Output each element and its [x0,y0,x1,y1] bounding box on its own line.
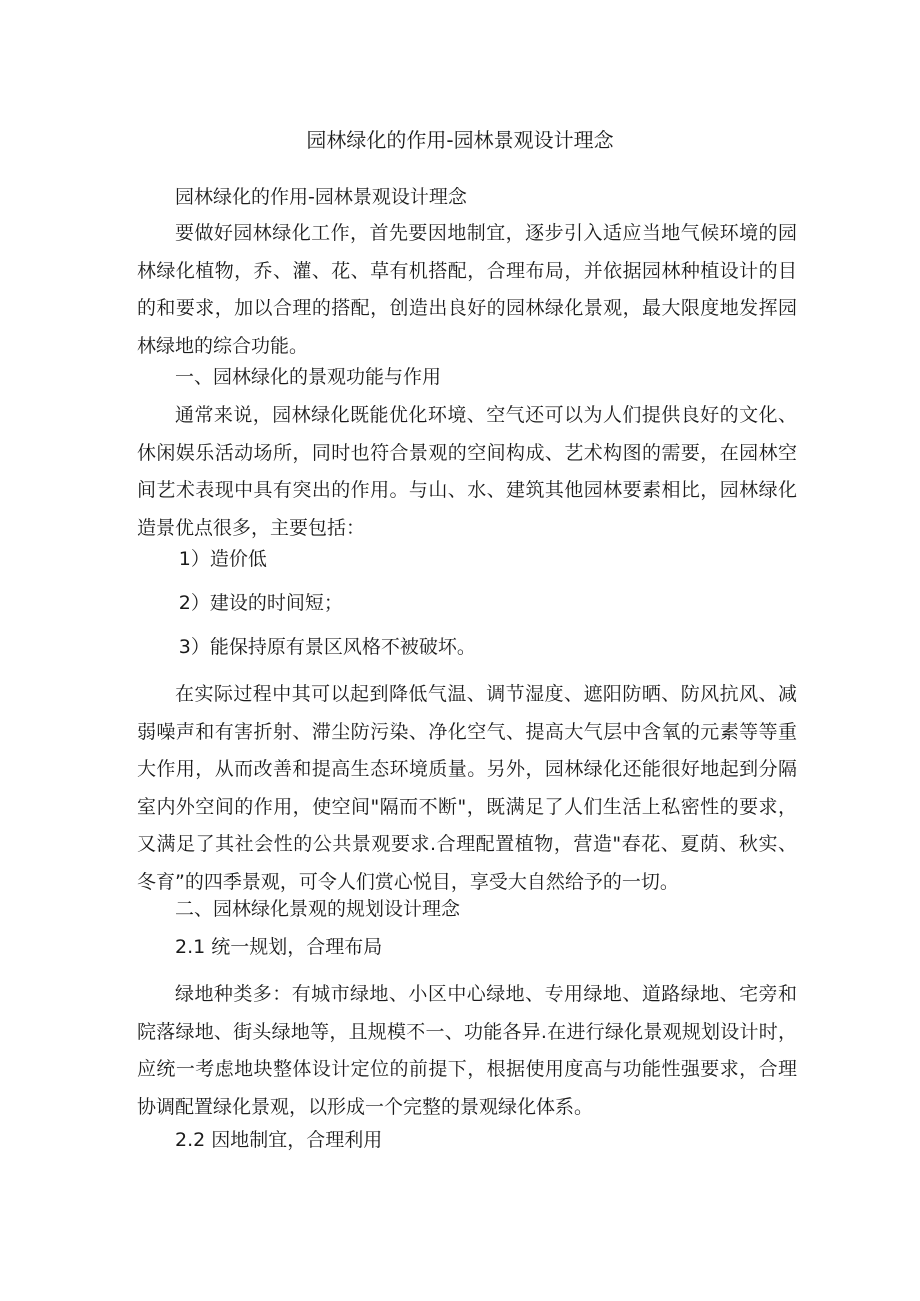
intro-paragraph: 要做好园林绿化工作，首先要因地制宜，逐步引入适应当地气候环境的园林绿化植物，乔、灌、花、草有机搭配，合理布局，并依据园林种植设计的目的和要求，加以合理的搭配，创造出良好的园林绿化景观，最大限度地发挥园林绿地的综合功能。 [137,222,797,357]
subsection-heading-2-1: 2.1 统一规划，合理布局 [175,936,383,958]
benefits-paragraph: 在实际过程中其可以起到降低气温、调节湿度、遮阳防晒、防风抗风、减弱噪声和有害折射、滞尘防污染、净化空气、提高大气层中含氧的元素等等重大作用，从而改善和提高生态环境质量。另外，园林绿化还能很好地起到分隔室内外空间的作用，使空间"隔而不断"，既满足了人们生活上私密性的要求，又满足了其社会性的公共景观要求.合理配置植物，营造"春花、夏荫、秋实、冬育”的四季景观，可令人们赏心悦目，享受大自然给予的一切。 [137,683,797,893]
list-item-3: 3）能保持原有景区风格不被破坏。 [178,636,476,658]
section-heading-2: 二、园林绿化景观的规划设计理念 [175,898,461,920]
subsection-2-1-paragraph: 绿地种类多：有城市绿地、小区中心绿地、专用绿地、道路绿地、宅旁和院落绿地、街头绿地等，且规模不一、功能各异.在进行绿化景观规划设计时，应统一考虑地块整体设计定位的前提下，根据使用度高与功能性强要求，合理协调配置绿化景观，以形成一个完整的景观绿化体系。 [137,983,797,1118]
section-heading-1: 一、园林绿化的景观功能与作用 [175,366,442,388]
subsection-heading-2-2: 2.2 因地制宜，合理利用 [175,1129,383,1151]
subtitle-paragraph: 园林绿化的作用-园林景观设计理念 [175,186,467,208]
section-1-paragraph: 通常来说，园林绿化既能优化环境、空气还可以为人们提供良好的文化、休闲娱乐活动场所，同时也符合景观的空间构成、艺术构图的需要，在园林空间艺术表现中具有突出的作用。与山、水、建筑其他园林要素相比，园林绿化造景优点很多，主要包括： [137,404,797,539]
list-item-2: 2）建设的时间短； [178,592,343,614]
document-title: 园林绿化的作用-园林景观设计理念 [306,128,614,152]
list-item-1: 1）造价低 [178,548,267,570]
